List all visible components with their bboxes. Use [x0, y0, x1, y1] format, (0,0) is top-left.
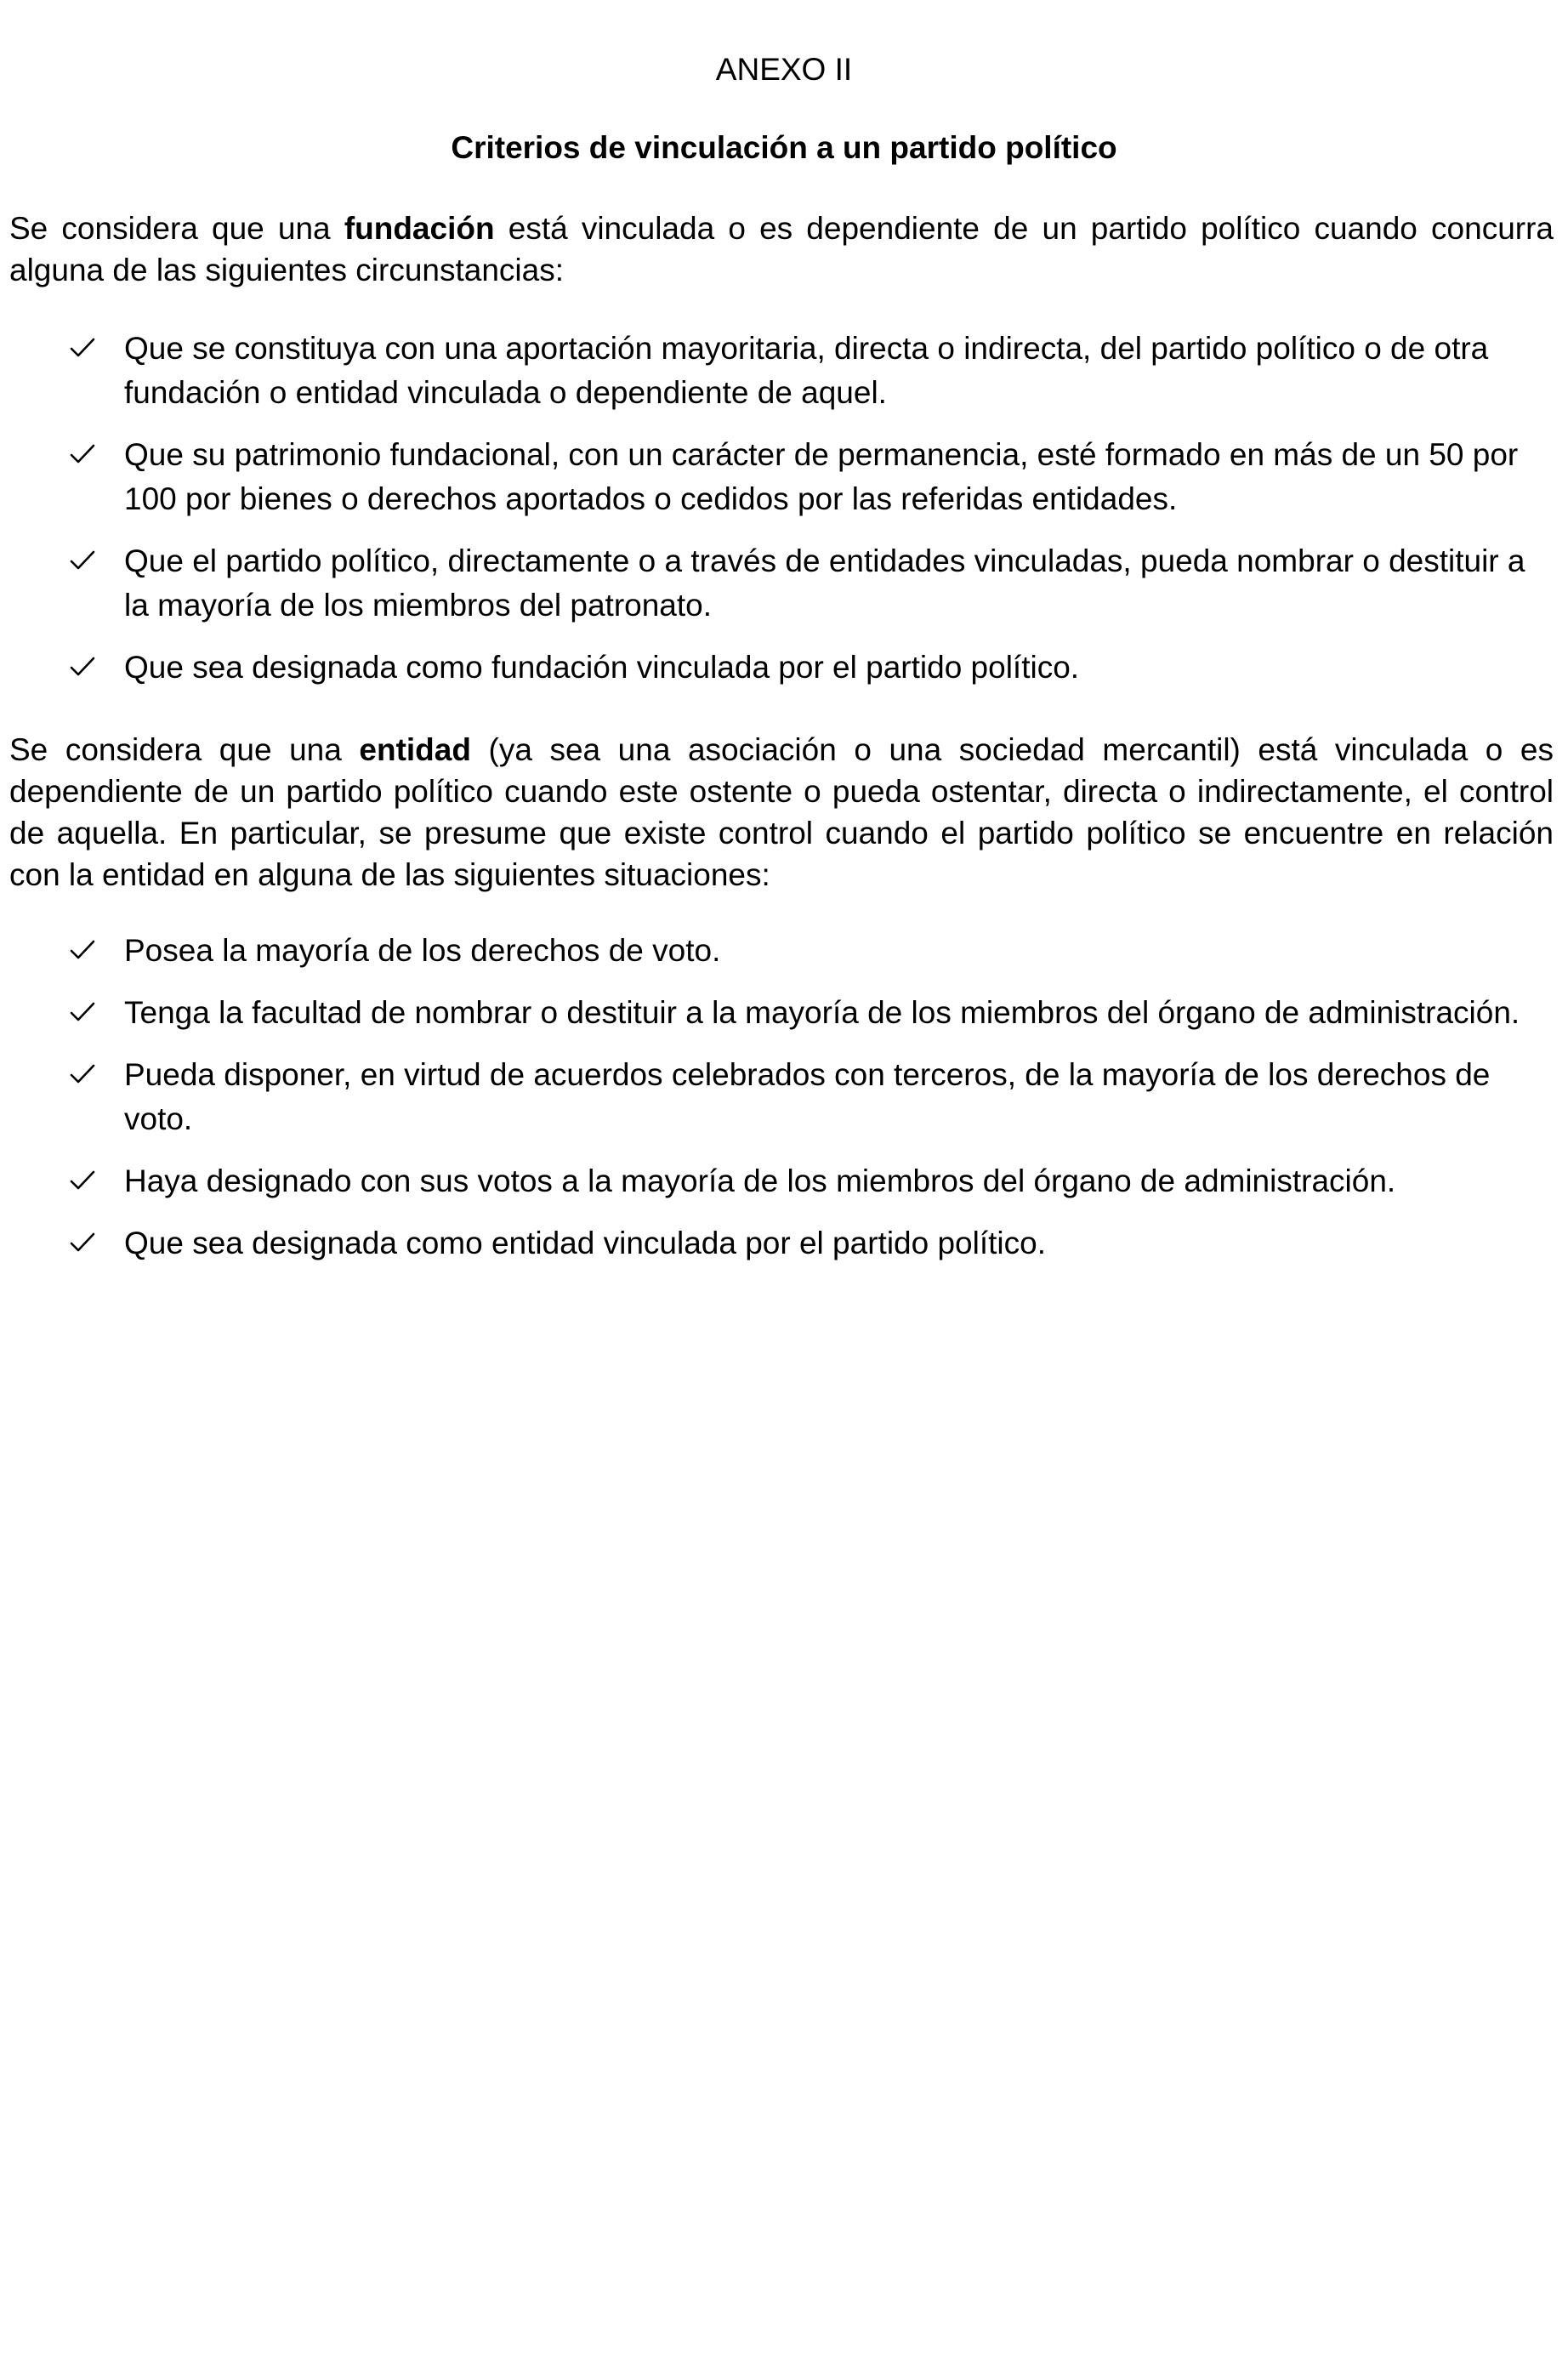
section2-item — [0, 1159, 1553, 1203]
section1-item — [0, 646, 1553, 690]
section1-item — [0, 327, 1553, 415]
checkmark-icon — [68, 1053, 102, 1097]
section2-intro-bold: entidad — [359, 732, 471, 767]
section1-intro-post: está vinculada o es dependiente de un partido político cuando concurra alguna de las siguientes circunstancias: — [9, 211, 1554, 287]
section1-item-text: Que su patrimonio fundacional, con un carácter de permanencia, esté formado en más de un 50 por 100 por bienes o derechos aportados o cedidos por las referidas entidades. — [124, 437, 1519, 516]
checkmark-icon — [68, 433, 102, 477]
section2-intro — [9, 729, 1554, 896]
section1-checklist — [0, 327, 1568, 708]
section2-item — [0, 991, 1553, 1035]
checkmark-icon — [68, 991, 102, 1035]
section2-item — [0, 1221, 1553, 1266]
checkmark-icon — [68, 646, 102, 690]
section2-intro-post: (ya sea una asociación o una sociedad mercantil) está vinculada o es dependiente de un partido político cuando este ostente o pueda ostentar, directa o indirectamente, el control de aquella. En particular, se presume que existe control cuando el partido político se encuentre en relación con la entidad en alguna de las siguientes situaciones: — [9, 732, 1554, 892]
section1-item-text: Que se constituya con una aportación mayoritaria, directa o indirecta, del partido político o de otra fundación o entidad vinculada o dependiente de aquel. — [124, 331, 1489, 410]
section1-item-text: Que sea designada como fundación vinculada por el partido político. — [124, 650, 1080, 685]
checkmark-icon — [68, 1159, 102, 1203]
annex-title: ANEXO II — [715, 52, 853, 87]
section2-item-text: Tenga la facultad de nombrar o destituir a la mayoría de los miembros del órgano de administración. — [124, 995, 1520, 1030]
section2-item-text: Haya designado con sus votos a la mayoría de los miembros del órgano de administración. — [124, 1163, 1396, 1198]
section2-intro-pre: Se considera que una — [9, 732, 360, 767]
annex-subtitle: Criterios de vinculación a un partido político — [451, 130, 1117, 165]
checkmark-icon — [68, 539, 102, 583]
section2-item-text: Posea la mayoría de los derechos de voto. — [124, 933, 721, 968]
section2-item-text: Pueda disponer, en virtud de acuerdos celebrados con terceros, de la mayoría de los derechos de voto. — [124, 1057, 1491, 1136]
checkmark-icon — [68, 327, 102, 371]
section1-intro-pre: Se considera que una — [9, 211, 344, 246]
section1-item — [0, 539, 1553, 628]
checkmark-icon — [68, 929, 102, 973]
section2-item-text: Que sea designada como entidad vinculada por el partido político. — [124, 1226, 1046, 1260]
section1-intro-bold: fundación — [344, 211, 495, 246]
section1-item — [0, 433, 1553, 521]
section1-intro — [9, 208, 1554, 291]
section1-item-text: Que el partido político, directamente o a través de entidades vinculadas, pueda nombrar o destituir a la mayoría de los miembros del patronato. — [124, 543, 1525, 623]
section2-item — [0, 1053, 1553, 1141]
section2-item — [0, 929, 1553, 973]
section2-checklist — [0, 929, 1568, 1283]
checkmark-icon — [68, 1221, 102, 1266]
